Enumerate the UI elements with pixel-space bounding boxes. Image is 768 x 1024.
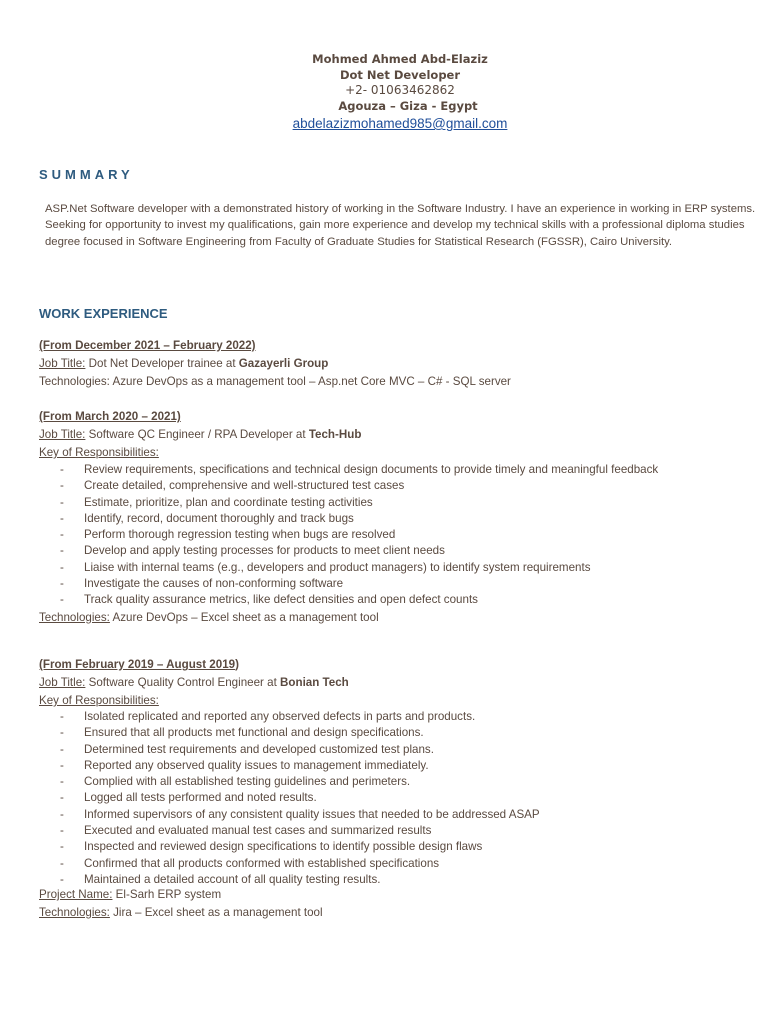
list-dash: - xyxy=(60,528,64,542)
responsibility-text: Logged all tests performed and noted results. xyxy=(84,791,317,805)
responsibility-text: Reported any observed quality issues to management immediately. xyxy=(84,758,429,772)
list-dash: - xyxy=(60,824,64,838)
candidate-email-link[interactable]: abdelazizmohamed985@gmail.com xyxy=(292,116,508,131)
job-2-role: Software QC Engineer / RPA Developer at xyxy=(85,428,309,441)
job-3-project-line xyxy=(39,887,221,902)
job-2-technologies: Azure DevOps – Excel sheet as a management tool xyxy=(109,611,379,624)
job-3-technologies: Jira – Excel sheet as a management tool xyxy=(109,906,323,919)
job-1-title-line xyxy=(39,356,328,371)
responsibility-item xyxy=(60,478,658,494)
job-2-technologies-line xyxy=(39,610,379,625)
list-dash: - xyxy=(60,463,64,476)
technologies-label: Technologies: xyxy=(39,611,110,624)
responsibility-item xyxy=(60,725,540,741)
job-3-project: El-Sarh ERP system xyxy=(112,888,222,901)
list-dash: - xyxy=(60,511,64,525)
candidate-title: Dot Net Developer xyxy=(339,68,461,82)
responsibility-item xyxy=(60,807,540,823)
responsibility-text: Determined test requirements and developed customized test plans. xyxy=(84,742,434,756)
candidate-phone: +2- 01063462862 xyxy=(345,83,455,97)
technologies-label: Technologies: xyxy=(39,906,110,919)
responsibility-item xyxy=(60,839,540,855)
list-dash: - xyxy=(60,840,64,854)
job-1-role: Dot Net Developer trainee at xyxy=(85,357,239,370)
job-2-period: (From March 2020 – 2021) xyxy=(39,410,181,423)
job-1-company: Gazayerli Group xyxy=(238,357,329,370)
job-3-responsibilities-label: Key of Responsibilities: xyxy=(39,694,159,707)
work-experience-heading: WORK EXPERIENCE xyxy=(39,306,168,321)
job-3-role: Software Quality Control Engineer at xyxy=(85,676,281,689)
summary-text: ASP.Net Software developer with a demonstrated history of working in the Software Industry. I have an experience in working in ERP systems. Seeking for opportunity to invest my qualifications, gain more experience and develop my technical skills with a professional diploma studies degree focused in Software Engineering from Faculty of Graduate Studies for Statistical Research (FGSSR), Cairo University. xyxy=(45,203,756,248)
list-dash: - xyxy=(60,495,64,509)
responsibility-text: Identify, record, document thoroughly and track bugs xyxy=(84,511,354,525)
job-2-title-line xyxy=(39,427,361,442)
responsibility-item xyxy=(60,709,540,725)
responsibility-item xyxy=(60,790,540,806)
list-dash: - xyxy=(60,560,64,574)
responsibility-item xyxy=(60,774,540,790)
list-dash: - xyxy=(60,593,64,607)
responsibility-text: Isolated replicated and reported any observed defects in parts and products. xyxy=(84,710,476,723)
responsibility-text: Informed supervisors of any consistent quality issues that needed to be addressed ASAP xyxy=(84,807,540,821)
job-2-responsibilities-label: Key of Responsibilities: xyxy=(39,446,159,459)
list-dash: - xyxy=(60,791,64,805)
list-dash: - xyxy=(60,726,64,740)
responsibility-text: Confirmed that all products conformed with established specifications xyxy=(84,856,440,870)
responsibility-text: Track quality assurance metrics, like defect densities and open defect counts xyxy=(84,593,478,607)
responsibility-item xyxy=(60,872,540,888)
responsibility-item xyxy=(60,495,658,511)
job-title-label: Job Title: xyxy=(39,676,86,689)
responsibility-item xyxy=(60,823,540,839)
list-dash: - xyxy=(60,742,64,756)
responsibility-text: Liaise with internal teams (e.g., developers and product managers) to identify system requirements xyxy=(84,560,591,574)
job-2-responsibilities-list xyxy=(60,462,658,609)
responsibility-text: Investigate the causes of non-conforming software xyxy=(84,577,344,591)
responsibility-text: Develop and apply testing processes for products to meet client needs xyxy=(84,544,445,558)
responsibility-text: Ensured that all products met functional and design specifications. xyxy=(84,726,424,740)
list-dash: - xyxy=(60,758,64,772)
project-label: Project Name: xyxy=(39,888,113,901)
responsibility-text: Inspected and reviewed design specifications to identify possible design flaws xyxy=(84,840,483,854)
job-1-technologies: Technologies: Azure DevOps as a management tool – Asp.net Core MVC – C# - SQL server xyxy=(39,375,511,388)
responsibility-text: Review requirements, specifications and technical design documents to provide timely and meaningful feedback xyxy=(84,463,659,476)
responsibility-item xyxy=(60,576,658,592)
summary-heading: SUMMARY xyxy=(39,167,134,182)
job-3-responsibilities-list xyxy=(60,709,540,888)
job-2-company: Tech-Hub xyxy=(308,428,362,441)
job-3-period: (From February 2019 – August 2019 xyxy=(39,658,236,671)
job-3-title-line xyxy=(39,675,349,690)
job-3-technologies-line xyxy=(39,905,323,920)
list-dash: - xyxy=(60,577,64,591)
responsibility-text: Create detailed, comprehensive and well-structured test cases xyxy=(84,479,405,493)
job-3-company: Bonian Tech xyxy=(280,676,349,689)
list-dash: - xyxy=(60,856,64,870)
job-title-label: Job Title: xyxy=(39,428,86,441)
job-title-label: Job Title: xyxy=(39,357,86,370)
responsibility-text: Maintained a detailed account of all quality testing results. xyxy=(84,872,381,886)
list-dash: - xyxy=(60,775,64,789)
responsibility-text: Perform thorough regression testing when bugs are resolved xyxy=(84,528,396,542)
list-dash: - xyxy=(60,807,64,821)
job-3-period-close: ) xyxy=(235,658,239,671)
responsibility-item xyxy=(60,527,658,543)
list-dash: - xyxy=(60,872,64,886)
responsibility-text: Executed and evaluated manual test cases and summarized results xyxy=(84,824,432,838)
candidate-address: Agouza – Giza - Egypt xyxy=(338,99,478,113)
responsibility-item xyxy=(60,560,658,576)
candidate-name: Mohmed Ahmed Abd-Elaziz xyxy=(312,52,488,66)
list-dash: - xyxy=(60,710,64,723)
responsibility-item xyxy=(60,742,540,758)
responsibility-item xyxy=(60,856,540,872)
list-dash: - xyxy=(60,479,64,493)
responsibility-text: Estimate, prioritize, plan and coordinate testing activities xyxy=(84,495,373,509)
responsibility-item xyxy=(60,462,658,478)
job-3-period-line xyxy=(39,657,239,672)
job-1-period: (From December 2021 – February 2022) xyxy=(39,339,256,352)
responsibility-text: Complied with all established testing guidelines and perimeters. xyxy=(84,775,411,789)
responsibility-item xyxy=(60,543,658,559)
list-dash: - xyxy=(60,544,64,558)
responsibility-item xyxy=(60,511,658,527)
responsibility-item xyxy=(60,592,658,608)
responsibility-item xyxy=(60,758,540,774)
